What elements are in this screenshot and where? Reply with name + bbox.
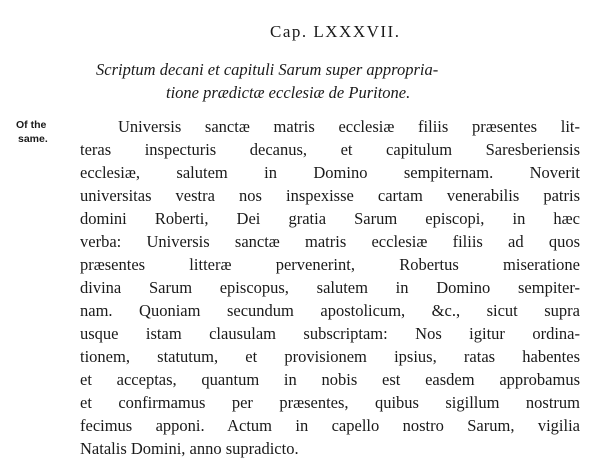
chapter-title-line: tione prædictæ ecclesiæ de Puritone. bbox=[166, 83, 411, 102]
body-line: Universis sanctæ matris ecclesiæ filiis præsentes lit- bbox=[118, 117, 580, 136]
margin-note-line: same. bbox=[18, 133, 48, 145]
chapter-heading: Cap. LXXXVII. bbox=[270, 22, 401, 41]
body-line: universitas vestra nos inspexisse cartam venerabilis patris bbox=[80, 186, 580, 205]
body-line: usque istam clausulam subscriptam: Nos igitur ordina- bbox=[80, 324, 580, 343]
chapter-title-line: Scriptum decani et capituli Sarum super appropria- bbox=[96, 60, 439, 79]
body-line: verba: Universis sanctæ matris ecclesiæ filiis ad quos bbox=[80, 232, 580, 251]
body-line: domini Roberti, Dei gratia Sarum episcopi, in hæc bbox=[80, 209, 580, 228]
body-text bbox=[80, 115, 580, 460]
body-line: divina Sarum episcopus, salutem in Domino sempiter- bbox=[80, 278, 580, 297]
chapter-title bbox=[96, 58, 576, 104]
body-line: ecclesiæ, salutem in Domino sempiternam. Noverit bbox=[80, 163, 580, 182]
body-line: tionem, statutum, et provisionem ipsius, ratas habentes bbox=[80, 347, 580, 366]
body-line: et acceptas, quantum in nobis est easdem approbamus bbox=[80, 370, 580, 389]
body-line: præsentes litteræ pervenerint, Robertus miseratione bbox=[80, 255, 580, 274]
margin-note-line: Of the bbox=[16, 119, 47, 131]
body-line: fecimus apponi. Actum in capello nostro Sarum, vigilia bbox=[80, 416, 580, 435]
body-line: nam. Quoniam secundum apostolicum, &c., sicut supra bbox=[80, 301, 580, 320]
margin-note bbox=[16, 118, 76, 146]
body-line: Natalis Domini, anno supradicto. bbox=[80, 439, 299, 458]
body-line: teras inspecturis decanus, et capitulum Saresberiensis bbox=[80, 140, 580, 159]
body-line: et confirmamus per præsentes, quibus sigillum nostrum bbox=[80, 393, 580, 412]
